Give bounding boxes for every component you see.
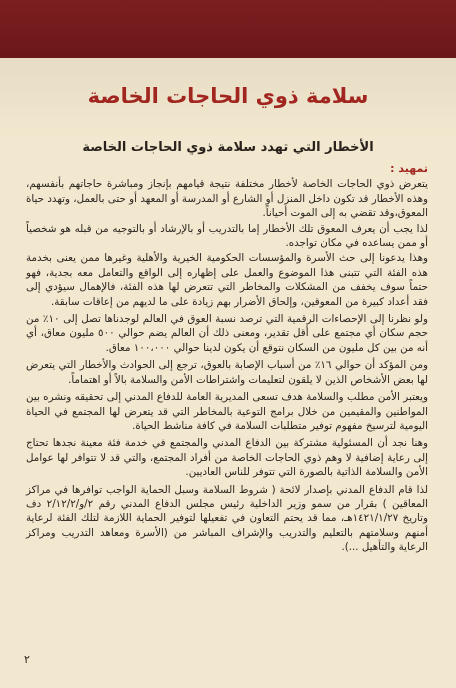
intro-label: تمهيد : <box>390 162 428 175</box>
body-text <box>26 162 428 558</box>
section-heading: الأخطار التي تهدد سلامة ذوي الحاجات الخاصة <box>82 140 374 155</box>
paragraph: يتعرض ذوي الحاجات الخاصة لأخطار مختلفة نتيجة قيامهم بإنجاز ومباشرة حاجاتهم بأنفسهم، وهذه الأخطار قد تكون داخل المنزل أو الشارع أو المدرسة أو المعهد أو حتى بالعمل، وتهدد حياة المعوق،وقد تقضي به إلى الموت أحياناً. <box>26 178 428 220</box>
paragraph: ولو نظرنا إلى الإحصاءات الرقمية التي ترصد نسبة العوق في العالم لوجدناها تصل إلى ١٠٪ من حجم سكان أي مجتمع على أقل تقدير، ومعنى ذلك أن العالم يضم حوالي ٥٠٠ مليون معاق، أي أنه من بين كل مليون من السكان نتوقع أن يكون لدينا حوالي ١٠٠،٠٠٠ معاق. <box>26 313 429 354</box>
top-red-border <box>0 0 456 58</box>
document-page <box>0 58 456 688</box>
paragraph: وهنا نجد أن المسئولية مشتركة بين الدفاع المدني والمجتمع في خدمة فئة معينة نجدها تحتاج إلى رعاية إضافية لا وهم ذوي الحاجات الخاصة من أفراد المجتمع، والتي قد لا تتوافر لها عوامل الأمن والسلامة الذاتية بالصورة التي تتوفر للناس العاديين. <box>26 437 428 479</box>
paragraph: وهذا يدعونا إلى حث الأسرة والمؤسسات الحكومية الخيرية والأهلية وغيرها ممن يعنى بخدمة هذه الفئة التي تتبنى هذا الموضوع والعمل على إظهاره إلى الواقع والتعامل معه بجدية، فهو حتماً سوف يخفف من المشكلات والمخاطر التي تتعرض لها هذه الفئة، فالإهمال سيؤدي إلى فقد أعداد كبيرة من المعوقين، وإلحاق الأضرار بهم زيادة على ما لديهم من إعاقات سابقة. <box>26 252 428 308</box>
paragraph: ويعتبر الأمن مطلب والسلامة هدف تسعى المديرية العامة للدفاع المدني إلى تحقيقه ونشره بين المواطنين والمقيمين من خلال برامج التوعية بالمخاطر التي قد يتعرض لها المجتمع في الحياة اليومية لترسيخ مفهوم توفير متطلبات السلامة في كافة مناشط الحياة. <box>26 391 428 432</box>
page-number: ٢ <box>24 653 30 666</box>
paragraph: لذا يجب أن يعرف المعوق تلك الأخطار إما بالتدريب أو بالإرشاد أو بالتوجيه من قبله هو شخصياً أو ممن يساعده في مكان تواجده. <box>26 222 428 250</box>
paragraph: لذا قام الدفاع المدني بإصدار لائحة ( شروط السلامة وسبل الحماية الواجب توافرها في مراكز المعاقين ) بقرار من سمو وزير الداخلية رئيس مجلس الدفاع المدني رقم ٢/و/٢/١٢/٢ دف وتاريخ ١٤٢١/١/٢٧هـ، مما قد يحتم التعاون في تفعيلها لتوفير الحماية اللازمة لتلك الفئة لرعاية أمنهم وسلامتهم بالتعليم والتدريب والإشراف المباشر من (الأسرة ومعاهد التدريب ومراكز الرعاية والتأهيل ...). <box>26 483 429 554</box>
paragraph: ومن المؤكد أن حوالي ١٦٪ من أسباب الإصابة بالعوق، ترجع إلى الحوادث والأخطار التي يتعرض لها بعض الأشخاص الذين لا يلقون لتعليمات واشتراطات الأمن والسلامة بالاً أو اهتماماً. <box>26 359 428 386</box>
page-title: سلامة ذوي الحاجات الخاصة <box>87 84 369 108</box>
